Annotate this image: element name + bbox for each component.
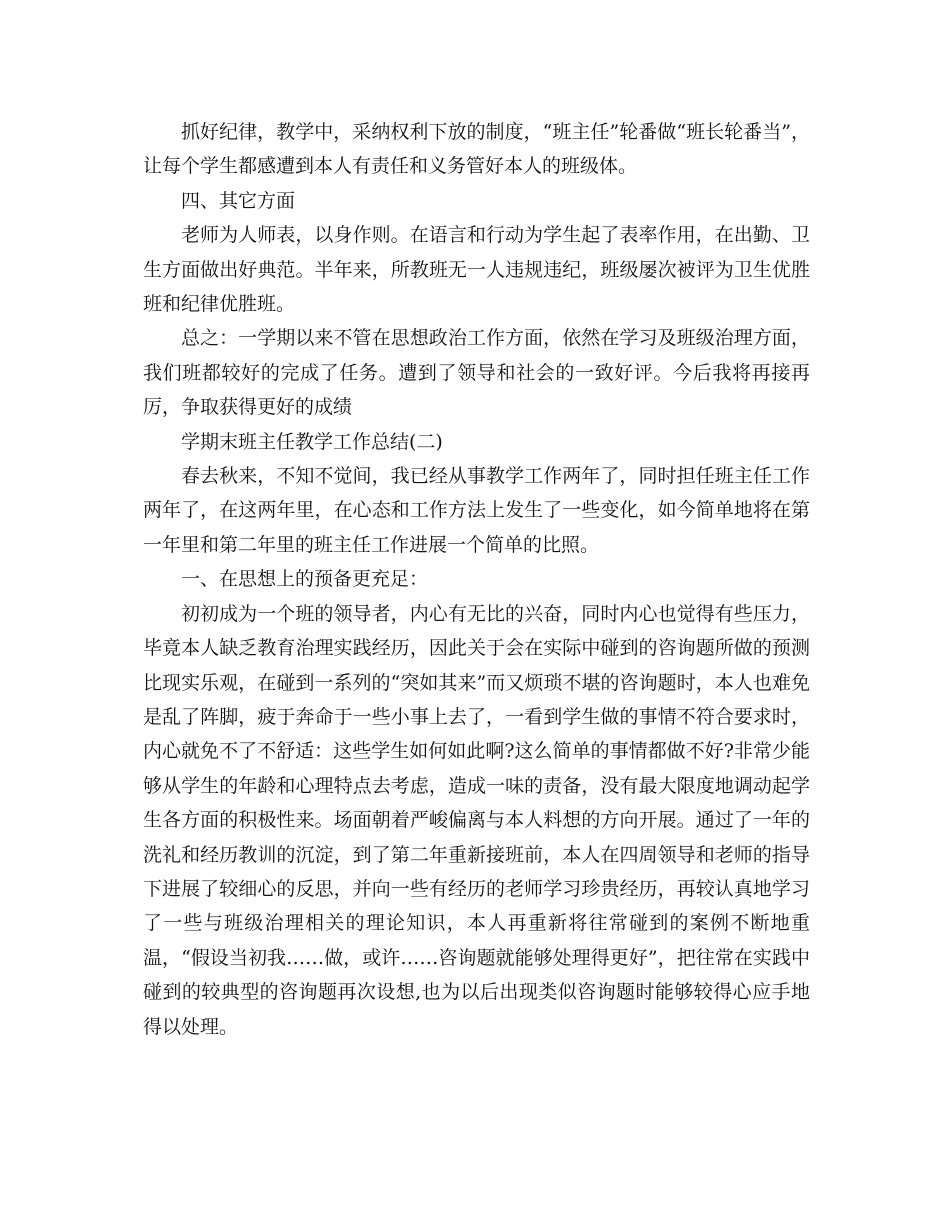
paragraph-reflection: 初初成为一个班的领导者，内心有无比的兴奋，同时内心也觉得有些压力，毕竟本人缺乏教育治理实践经历，因此关于会在实际中碰到的咨询题所做的预测比现实乐观，在碰到一系列的“突如其来”而又烦琐不堪的咨询题时，本人也难免是乱了阵脚，疲于奔命于一些小事上去了，一看到学生做的事情不符合要求时，内心就免不了不舒适：这些学生如何如此啊?这么简单的事情都做不好?非常少能够从学生的年龄和心理特点去考虑，造成一味的责备，没有最大限度地调动起学生各方面的积极性来。场面朝着严峻偏离与本人料想的方向开展。通过了一年的洗礼和经历教训的沉淀，到了第二年重新接班前，本人在四周领导和老师的指导下进展了较细心的反思，并向一些有经历的老师学习珍贵经历，再较认真地学习了一些与班级治理相关的理论知识，本人再重新将往常碰到的案例不断地重温，“假设当初我……做，或许……咨询题就能够处理得更好”，把往常在实践中碰到的较典型的咨询题再次设想,也为以后出现类似咨询题时能够较得心应手地得以处理。 [143, 602, 810, 1038]
paragraph-conclusion: 总之：一学期以来不管在思想政治工作方面，依然在学习及班级治理方面，我们班都较好的完成了任务。遭到了领导和社会的一致好评。今后我将再接再厉，争取获得更好的成绩 [143, 327, 810, 419]
paragraph-intro: 春去秋来，不知不觉间，我已经从事教学工作两年了，同时担任班主任工作两年了，在这两年里，在心态和工作方法上发生了一些变化，如今简单地将在第一年里和第二年里的班主任工作进展一个简单的比照。 [143, 465, 810, 556]
section-heading-thought-preparation: 一、在思想上的预备更充足： [181, 568, 429, 591]
section-heading-other-aspects: 四、其它方面 [181, 189, 296, 212]
paragraph-role-model: 老师为人师表，以身作则。在语言和行动为学生起了表率作用，在出勤、卫生方面做出好典范。半年来，所教班无一人违规违纪，班级屡次被评为卫生优胜班和纪律优胜班。 [143, 224, 810, 316]
document-body [143, 115, 810, 1044]
paragraph-discipline: 抓好纪律，教学中，采纳权利下放的制度，“班主任”轮番做“班长轮番当”，让每个学生都感遭到本人有责任和义务管好本人的班级体。 [143, 121, 810, 178]
document-subtitle: 学期末班主任教学工作总结(二) [181, 430, 443, 453]
